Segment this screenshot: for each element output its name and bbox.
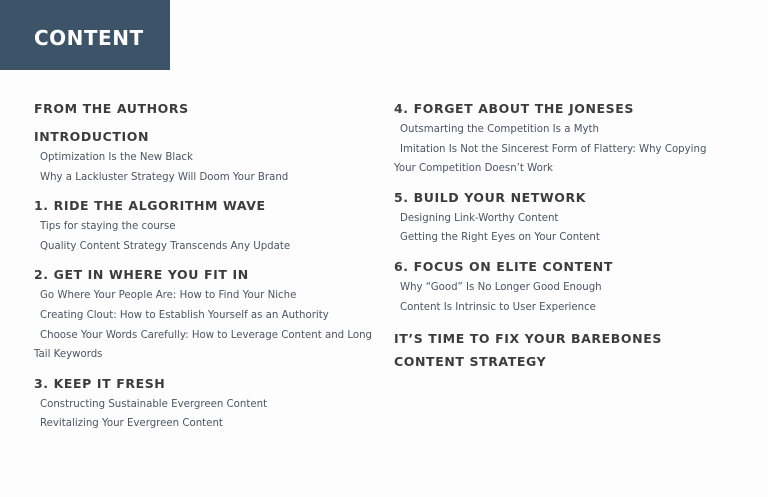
section-items: [34, 286, 374, 364]
toc-item[interactable]: Quality Content Strategy Transcends Any Update: [40, 240, 291, 252]
toc-section-conclusion: [394, 327, 724, 373]
toc-item[interactable]: Designing Link-Worthy Content: [400, 212, 559, 224]
section-heading[interactable]: 1. RIDE THE ALGORITHM WAVE: [34, 198, 266, 214]
section-items: [34, 217, 374, 256]
header-block: [0, 0, 170, 70]
section-items: [394, 278, 724, 317]
section-items: [394, 209, 724, 248]
section-heading[interactable]: 3. KEEP IT FRESH: [34, 375, 166, 391]
toc-item[interactable]: Content Is Intrinsic to User Experience: [400, 301, 596, 313]
section-items: [34, 395, 374, 434]
toc-item[interactable]: Go Where Your People Are: How to Find Your Niche: [40, 290, 297, 302]
toc-item[interactable]: Tips for staying the course: [40, 221, 176, 233]
toc-section-5: [394, 189, 724, 248]
section-heading[interactable]: 5. BUILD YOUR NETWORK: [394, 189, 587, 205]
section-heading[interactable]: INTRODUCTION: [34, 129, 150, 144]
toc-item[interactable]: Choose Your Words Carefully: How to Leverage Content and Long Tail Keywords: [34, 329, 373, 361]
toc-item[interactable]: Getting the Right Eyes on Your Content: [400, 232, 600, 244]
toc-section-2: [34, 266, 374, 364]
toc-section-1: [34, 197, 374, 256]
section-heading[interactable]: IT’S TIME TO FIX YOUR BAREBONES CONTENT STRATEGY: [394, 331, 662, 370]
toc-item[interactable]: Constructing Sustainable Evergreen Content: [40, 398, 268, 410]
toc-item[interactable]: Revitalizing Your Evergreen Content: [40, 418, 223, 430]
toc-section-3: [34, 375, 374, 434]
toc-item[interactable]: Creating Clout: How to Establish Yourself as an Authority: [40, 309, 329, 321]
toc-right-column: [394, 100, 724, 383]
toc-section-from-the-authors[interactable]: [34, 100, 374, 118]
toc-item[interactable]: Imitation Is Not the Sincerest Form of Flattery: Why Copying Your Competition Doesn’t Work: [394, 143, 707, 175]
toc-left-column: [34, 100, 374, 444]
section-heading[interactable]: 2. GET IN WHERE YOU FIT IN: [34, 267, 249, 283]
toc-section-6: [394, 258, 724, 317]
section-items: [34, 148, 374, 187]
section-heading[interactable]: FROM THE AUTHORS: [34, 101, 189, 116]
toc-section-4: [394, 100, 724, 179]
toc-item[interactable]: Why a Lackluster Strategy Will Doom Your Brand: [40, 171, 289, 183]
section-heading[interactable]: 4. FORGET ABOUT THE JONESES: [394, 101, 635, 116]
page-title: CONTENT: [34, 26, 144, 50]
toc-item[interactable]: Why “Good” Is No Longer Good Enough: [400, 281, 602, 293]
toc-item[interactable]: Outsmarting the Competition Is a Myth: [400, 124, 599, 135]
toc-item[interactable]: Optimization Is the New Black: [40, 152, 193, 163]
section-items: [394, 120, 724, 179]
toc-section-introduction: [34, 128, 374, 187]
section-heading[interactable]: 6. FOCUS ON ELITE CONTENT: [394, 258, 613, 274]
